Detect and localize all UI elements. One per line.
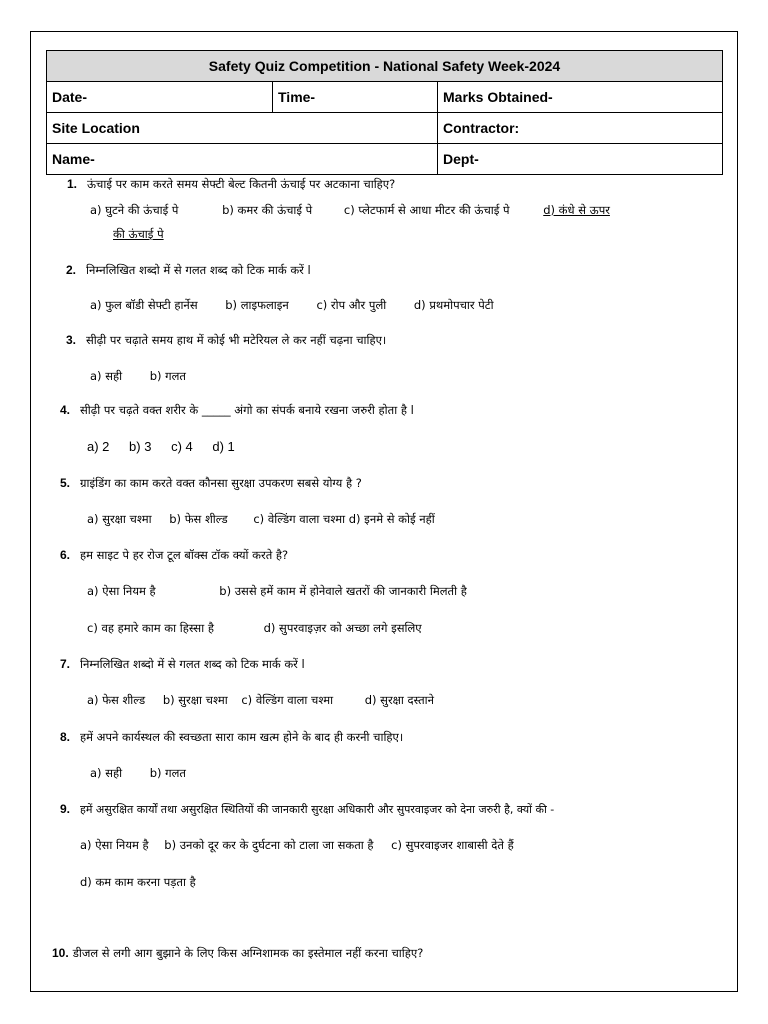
question-9 [60,801,554,818]
question-4 [60,402,414,418]
option-a[interactable]: a) घुटने की ऊंचाई पे [90,203,179,217]
question-number: 7. [60,657,71,671]
option-a[interactable]: a) सही [90,766,123,780]
option-d-continued: की ऊंचाई पे [113,227,164,241]
option-b[interactable]: b) लाइफलाइन [225,298,289,312]
question-4-options [87,439,259,455]
question-number: 1. [67,177,78,191]
question-text: निम्नलिखित शब्दो में से गलत शब्द को टिक मार्क करें l [80,657,305,671]
option-d[interactable]: d) कंधे से ऊपर [543,203,610,217]
time-field[interactable]: Time- [273,82,438,113]
option-a[interactable]: a) ऐसा नियम है [80,838,149,852]
option-a[interactable]: a) ऐसा नियम है [87,584,156,598]
option-b[interactable]: b) कमर की ऊंचाई पे [222,203,313,217]
option-a[interactable]: a) सही [90,369,123,383]
question-text: हमें असुरक्षित कार्यों तथा असुरक्षित स्थितियों की जानकारी सुरक्षा अधिकारी और सुपरवाइजर को देना जरुरी है, क्यों की - [80,803,555,816]
question-1 [67,176,395,192]
question-text: हमें अपने कार्यस्थल की स्वच्छता सारा काम खत्म होने के बाद ही करनी चाहिए। [80,730,404,744]
question-8 [60,729,403,745]
question-8-options [90,765,210,781]
dept-field[interactable]: Dept- [438,144,723,175]
option-d[interactable]: d) सुरक्षा दस्ताने [364,693,435,707]
option-b[interactable]: b) गलत [149,369,186,383]
option-d[interactable]: d) 1 [212,439,235,454]
question-number: 5. [60,476,71,490]
question-3-options [90,368,210,384]
question-5-options [87,511,459,527]
question-text: हम साइट पे हर रोज टूल बॉक्स टॉक क्यों करते है? [80,548,289,562]
header-table [46,50,723,175]
question-6-options-row1 [87,583,491,599]
question-text: ऊंचाई पर काम करते समय सेफ्टी बेल्ट कितनी ऊंचाई पर अटकाना चाहिए? [87,177,396,191]
option-a[interactable]: a) सुरक्षा चश्मा [87,512,152,526]
question-text: सीढ़ी पर चढ़ाते समय हाथ में कोई भी मटेरियल ले कर नहीं चढ़ना चाहिए। [86,333,387,347]
marks-field[interactable]: Marks Obtained- [438,82,723,113]
question-1-options [90,202,610,218]
question-number: 4. [60,403,71,417]
question-5 [60,475,362,491]
option-b[interactable]: b) गलत [149,766,186,780]
question-2 [66,262,311,278]
option-c[interactable]: c) वह हमारे काम का हिस्सा है [87,621,214,635]
question-3 [66,332,386,348]
site-location-field[interactable]: Site Location [47,113,438,144]
option-b[interactable]: b) उससे हमें काम में होनेवाले खतरों की जानकारी मिलती है [219,584,467,598]
question-6 [60,547,288,563]
question-text: डीजल से लगी आग बुझाने के लिए किस अग्निशामक का इस्तेमाल नहीं करना चाहिए? [72,946,424,960]
option-c[interactable]: c) वेल्डिंग वाला चश्मा [241,693,334,707]
question-number: 10. [52,946,69,960]
question-text: निम्नलिखित शब्दो में से गलत शब्द को टिक मार्क करें l [86,263,311,277]
question-number: 6. [60,548,71,562]
question-number: 9. [60,802,71,816]
question-number: 3. [66,333,77,347]
question-text: सीढ़ी पर चढ़ते वक्त शरीर के _____ अंगो का संपर्क बनाये रखना जरुरी होता है l [80,403,414,417]
option-c[interactable]: c) रोप और पुली [316,298,387,312]
option-d[interactable]: d) प्रथमोपचार पेटी [413,298,494,312]
option-c[interactable]: c) प्लेटफार्म से आधा मीटर की ऊंचाई पे [343,203,510,217]
option-a[interactable]: a) फुल बॉडी सेफ्टी हार्नेस [90,298,198,312]
option-c[interactable]: c) 4 [171,439,193,454]
question-9-options-row1 [80,837,538,853]
question-2-options [90,297,518,313]
option-b[interactable]: b) फेस शील्ड [169,512,228,526]
date-field[interactable]: Date- [47,82,273,113]
question-7-options [87,692,458,708]
option-a[interactable]: a) फेस शील्ड [87,693,146,707]
option-d[interactable]: d) सुपरवाइज़र को अच्छा लगे इसलिए [263,621,422,635]
question-7 [60,656,305,672]
question-number: 8. [60,730,71,744]
option-d[interactable]: d) कम काम करना पड़ता है [80,875,196,889]
option-c[interactable]: c) वेल्डिंग वाला चश्मा d) इनमे से कोई नहीं [253,512,435,526]
option-a[interactable]: a) 2 [87,439,110,454]
option-b[interactable]: b) 3 [129,439,152,454]
question-number: 2. [66,263,77,277]
quiz-title: Safety Quiz Competition - National Safety Week-2024 [47,51,723,82]
question-9-options-row2 [80,874,220,890]
option-b[interactable]: b) उनको दूर कर के दुर्घटना को टाला जा सकता है [164,838,374,852]
name-field[interactable]: Name- [47,144,438,175]
option-c[interactable]: c) सुपरवाइजर शाबासी देते हैं [391,838,514,852]
option-b[interactable]: b) सुरक्षा चश्मा [162,693,228,707]
question-text: ग्राइंडिंग का काम करते वक्त कौनसा सुरक्षा उपकरण सबसे योग्य है ? [80,476,362,490]
contractor-field[interactable]: Contractor: [438,113,723,144]
question-6-options-row2 [87,620,446,636]
question-10 [52,945,423,961]
